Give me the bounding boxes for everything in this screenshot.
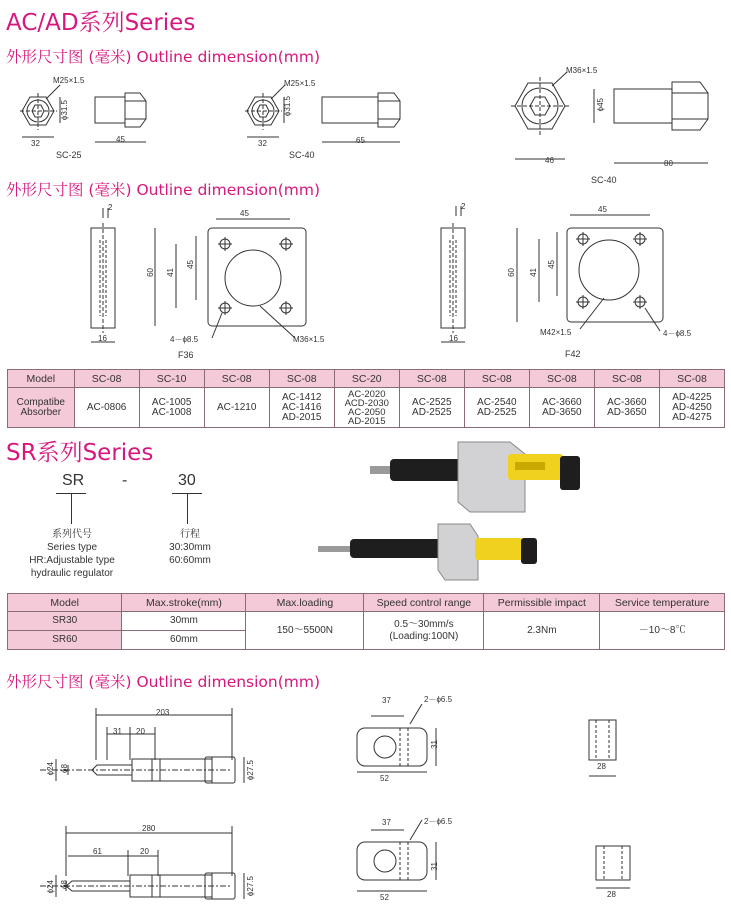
compat-absorber-cell (139, 388, 204, 428)
sc40l-dia-label: ϕ45 (596, 98, 605, 112)
compat-absorber-cell (74, 388, 139, 428)
bracket2-side-width: 28 (607, 890, 616, 899)
flange-drawings (0, 198, 731, 360)
sc40-width-label: 32 (258, 139, 267, 148)
sr-series-title: SR系列Series (6, 440, 154, 466)
compat-model-cell: SC-08 (594, 370, 659, 388)
compat-absorber-value: AC-1210 (216, 401, 257, 413)
sr60-rod-dia: ϕ8 (60, 880, 69, 889)
sr-table-model-cell: SR60 (8, 631, 122, 650)
f36-thread-label: M36×1.5 (293, 335, 325, 344)
bracket1-side-width: 28 (597, 762, 606, 771)
sr-stroke-2: 60:60mm (169, 555, 211, 566)
compat-table-row1-label: Model (8, 370, 75, 388)
f36-height3-label: 45 (186, 260, 195, 269)
sr-stroke-1: 30:30mm (169, 542, 211, 553)
f42-side-width-label: 16 (449, 334, 458, 343)
sc25-caption: SC-25 (56, 150, 82, 160)
compat-absorber-value: AD-2525 (412, 406, 452, 418)
sc25-drawing (20, 85, 146, 142)
compat-model-cell: SC-08 (74, 370, 139, 388)
f36-height2-label: 41 (166, 268, 175, 277)
f36-thickness-label: 2 (108, 203, 113, 212)
f42-thread-label: M42×1.5 (540, 328, 572, 337)
sr-table-loading-cell: 150～5500N (246, 612, 364, 650)
compat-absorber-value: AD-3650 (607, 406, 647, 418)
sr-prefix-en1: Series type (46, 542, 98, 553)
bracket2-holes: 2－ϕ6.5 (424, 817, 453, 826)
section-heading-outline-3: 外形尺寸图 (毫米) Outline dimension(mm) (6, 673, 321, 691)
compat-table (7, 369, 725, 428)
compat-model-cell: SC-08 (269, 370, 334, 388)
compat-absorber-cell (204, 388, 269, 428)
sc25-dia-label: ϕ31.5 (60, 100, 69, 121)
compat-model-cell: SC-08 (204, 370, 269, 388)
sr30-body-dia: ϕ24 (46, 762, 55, 776)
compat-table-absorber-row (8, 388, 725, 428)
bracket2-width: 52 (380, 893, 389, 902)
compat-table-row2-label: Compatibe Absorber (8, 388, 75, 428)
sc40-drawing-large (511, 72, 708, 163)
sc25-thread-label: M25×1.5 (53, 76, 85, 85)
sr30-rod-dia: ϕ8 (60, 764, 69, 773)
compat-model-cell: SC-08 (659, 370, 724, 388)
sc25-length-label: 45 (116, 135, 125, 144)
sr-table-header: Max.loading (246, 594, 364, 612)
sc40-thread-label: M25×1.5 (284, 79, 316, 88)
bracket1-top-dim: 37 (382, 696, 391, 705)
sc25-width-label: 32 (31, 139, 40, 148)
f42-thickness-label: 2 (461, 202, 466, 211)
compat-absorber-cell (269, 388, 334, 428)
compat-absorber-cell (334, 388, 399, 428)
section-heading-outline-1: 外形尺寸图 (毫米) Outline dimension(mm) (6, 48, 321, 66)
f36-side-width-label: 16 (98, 334, 107, 343)
sc40l-thread-label: M36×1.5 (566, 66, 598, 75)
sr-table-header: Model (8, 594, 122, 612)
sr-table-speed-cell (364, 612, 484, 650)
f36-holes-label: 4－ϕ8.5 (170, 335, 199, 344)
sr-product-illustration (310, 432, 610, 582)
f36-caption: F36 (178, 350, 194, 360)
compat-absorber-value: AC-1412 (281, 391, 322, 403)
sr-stroke-cn: 行程 (180, 529, 200, 540)
sr30-dim-1: 31 (113, 727, 122, 736)
sr-code-prefix-leader (71, 494, 72, 524)
compat-model-cell: SC-10 (139, 370, 204, 388)
compat-model-cell: SC-20 (334, 370, 399, 388)
compat-absorber-value: AC-2525 (412, 396, 452, 408)
compat-model-cell: SC-08 (529, 370, 594, 388)
sc40l-caption: SC-40 (591, 175, 617, 185)
compat-absorber-cell (529, 388, 594, 428)
sr-code-stroke-desc (155, 528, 225, 567)
f42-caption: F42 (565, 349, 581, 359)
sr-table-impact-cell: 2.3Nm (484, 612, 600, 650)
sr-code-prefix-desc (22, 528, 122, 580)
sr-table-header: Service temperature (600, 594, 725, 612)
sr60-body-dia: ϕ24 (46, 880, 55, 894)
sr-table-header-row (8, 594, 725, 612)
compat-absorber-value: AD-4225 (672, 391, 712, 403)
sr-prefix-en3: hydraulic regulator (30, 568, 114, 579)
f42-width-label: 45 (598, 205, 607, 214)
compat-absorber-value: AC-0806 (86, 401, 127, 413)
sr-table-model-cell: SR30 (8, 612, 122, 631)
f42-holes-label: 4－ϕ8.5 (663, 329, 692, 338)
bracket2-height: 31 (430, 862, 439, 871)
compat-absorber-value: AC-2050 (347, 406, 386, 418)
section-heading-outline-2: 外形尺寸图 (毫米) Outline dimension(mm) (6, 181, 321, 199)
sr-table-stroke-cell: 30mm (122, 612, 246, 631)
sr30-cap-dia: ϕ27.5 (246, 760, 255, 781)
compat-absorber-value: AD-2015 (281, 411, 322, 423)
sr-table-temp-cell: －10～8℃ (600, 612, 725, 650)
compat-absorber-value: AD-2015 (347, 415, 386, 427)
compat-absorber-value: AC-1416 (281, 401, 322, 413)
sr-code-prefix: SR (62, 472, 85, 489)
sr60-total-length: 280 (142, 824, 156, 833)
compat-absorber-value: AD-2525 (477, 406, 517, 418)
sc40l-length-label: 80 (664, 159, 673, 168)
sr60-dim-2: 20 (140, 847, 149, 856)
sc40-caption: SC-40 (289, 150, 315, 160)
compat-absorber-value: AD-4275 (672, 411, 712, 423)
sr-prefix-cn: 系列代号 (52, 529, 92, 540)
compat-absorber-cell (659, 388, 724, 428)
sr60-dim-1: 61 (93, 847, 102, 856)
compat-absorber-value: ACD-2030 (344, 397, 389, 409)
sr30-total-length: 203 (156, 708, 170, 717)
sr-prefix-en2: HR:Adjustable type (29, 555, 115, 566)
sc-drawings (0, 60, 731, 185)
sc40-length-label: 65 (356, 136, 365, 145)
page-title: AC/AD系列Series (6, 10, 196, 36)
sr-table-header: Permissible impact (484, 594, 600, 612)
compat-absorber-value: AC-3660 (542, 396, 582, 408)
compat-absorber-value: AC-2020 (347, 388, 386, 400)
sc40l-width-label: 46 (545, 156, 554, 165)
f42-height-label: 60 (507, 268, 516, 277)
f36-height-label: 60 (146, 268, 155, 277)
sr-code-dash: - (122, 472, 128, 489)
sr-code-stroke-leader (187, 494, 188, 524)
compat-model-cell: SC-08 (464, 370, 529, 388)
compat-absorber-value: AC-3660 (607, 396, 647, 408)
sr-speed-line1: 0.5～30mm/s (394, 618, 454, 630)
bracket2-top-dim: 37 (382, 818, 391, 827)
compat-absorber-cell (464, 388, 529, 428)
compat-absorber-value: AD-4250 (672, 401, 712, 413)
sr-code-stroke: 30 (178, 472, 196, 489)
sr-spec-table (7, 593, 725, 650)
compat-absorber-cell (594, 388, 659, 428)
sr60-cap-dia: ϕ27.5 (246, 876, 255, 897)
compat-model-cell: SC-08 (399, 370, 464, 388)
f42-height2-label: 41 (529, 268, 538, 277)
sr-table-row (8, 612, 725, 631)
sr-table-stroke-cell: 60mm (122, 631, 246, 650)
sr-table-header: Max.stroke(mm) (122, 594, 246, 612)
sr-speed-line2: (Loading:100N) (389, 630, 459, 642)
compat-table-model-row (8, 370, 725, 388)
bracket1-holes: 2－ϕ6.5 (424, 695, 453, 704)
sr-outline-drawings (0, 700, 731, 918)
sc40-dia-label: ϕ31.5 (283, 96, 292, 117)
compat-absorber-value: AC-1005 (151, 396, 192, 408)
compat-absorber-value: AC-2540 (477, 396, 517, 408)
f36-width-label: 45 (240, 209, 249, 218)
sr-table-header: Speed control range (364, 594, 484, 612)
sc40-drawing-small (245, 85, 400, 142)
compat-absorber-cell (399, 388, 464, 428)
sr30-dim-2: 20 (136, 727, 145, 736)
compat-absorber-value: AC-1008 (151, 406, 192, 418)
bracket1-width: 52 (380, 774, 389, 783)
bracket1-height: 31 (430, 740, 439, 749)
f42-height3-label: 45 (547, 260, 556, 269)
compat-absorber-value: AD-3650 (542, 406, 582, 418)
